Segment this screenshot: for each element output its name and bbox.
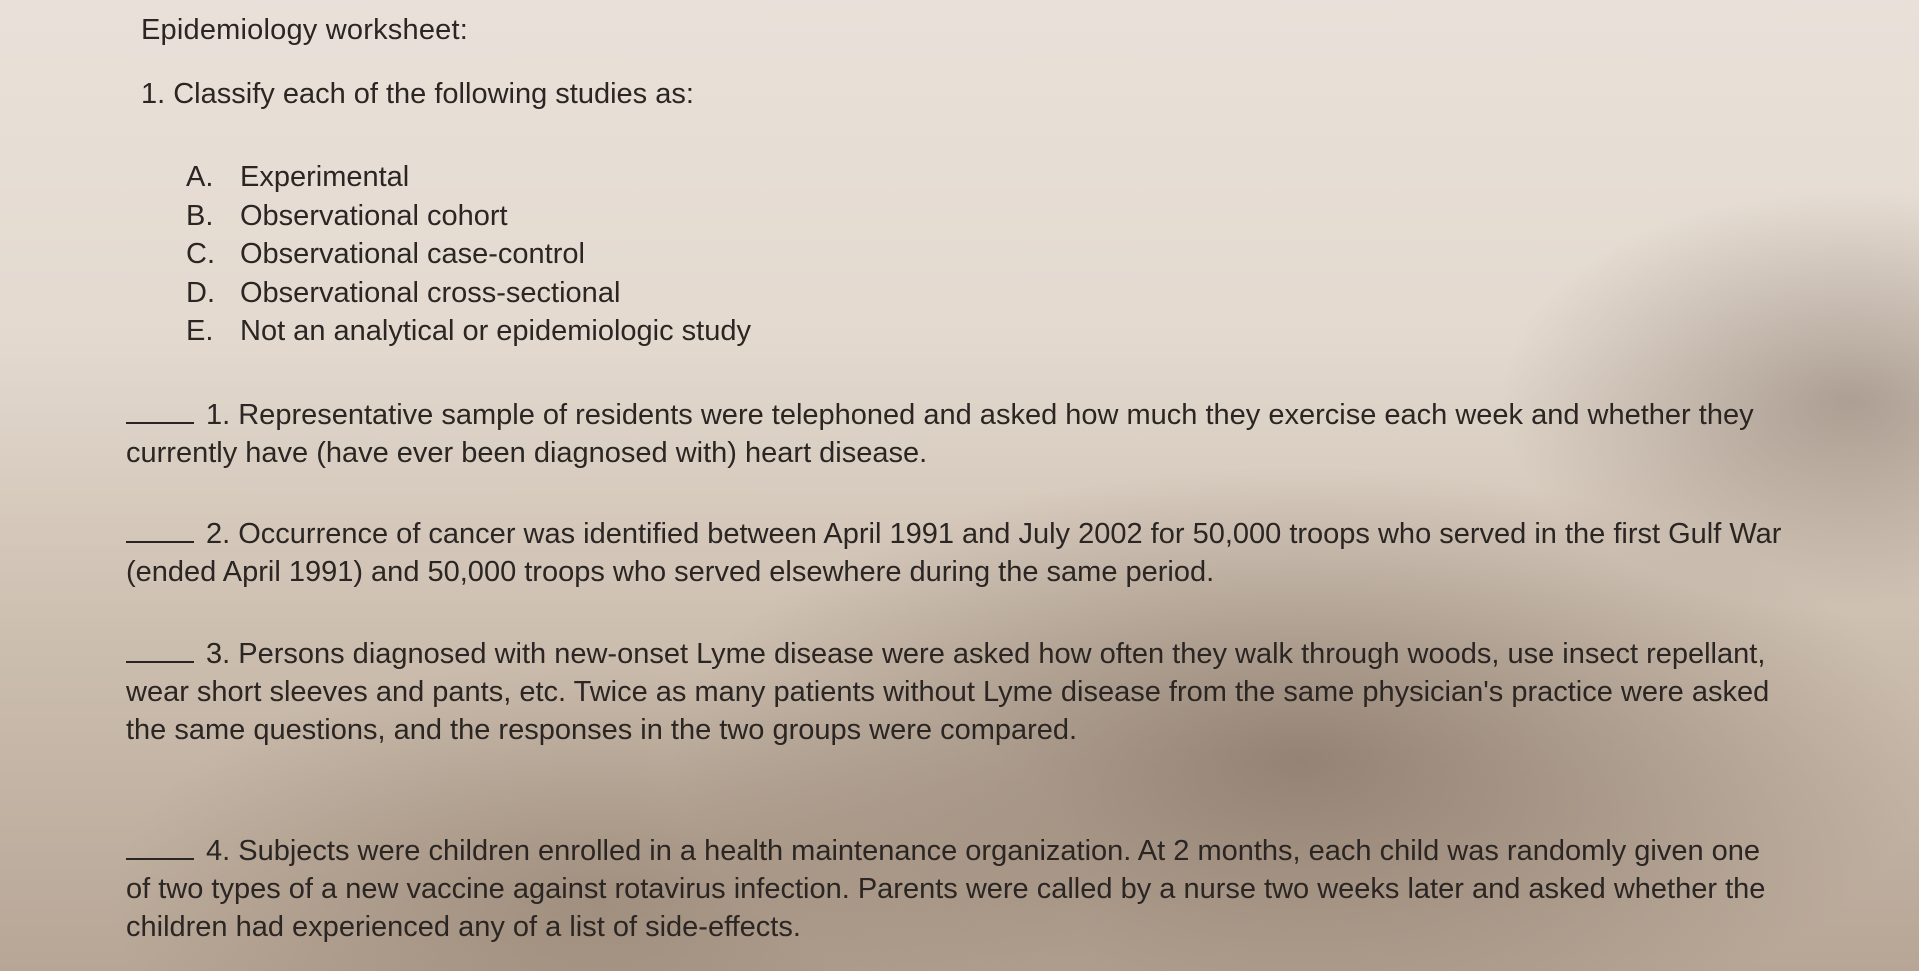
- option-text: Observational cohort: [240, 199, 508, 232]
- answer-blank[interactable]: [126, 400, 194, 424]
- option-letter: D.: [186, 276, 215, 309]
- answer-blank[interactable]: [126, 836, 194, 860]
- study-item-1: [126, 396, 1786, 472]
- option-d: [186, 274, 751, 313]
- option-text: Observational cross-sectional: [240, 276, 621, 309]
- study-description: 2. Occurrence of cancer was identified between April 1991 and July 2002 for 50,000 troops who served in the first Gulf War (ended April 1991) and 50,000 troops who served elsewhere during the same period.: [126, 518, 1782, 588]
- answer-blank[interactable]: [126, 639, 194, 663]
- study-description: 3. Persons diagnosed with new-onset Lyme disease were asked how often they walk through woods, use insect repellant, wear short sleeves and pants, etc. Twice as many patients without Lyme disease from the same physician's practice were asked the same questions, and the responses in the two groups were compared.: [126, 638, 1770, 746]
- question-prompt: 1. Classify each of the following studies as:: [141, 78, 694, 110]
- option-a: [186, 158, 751, 197]
- option-text: Not an analytical or epidemiologic study: [240, 315, 751, 347]
- option-c: [186, 235, 751, 274]
- study-item-3: [126, 635, 1786, 749]
- option-e: [186, 312, 751, 351]
- study-description: 4. Subjects were children enrolled in a health maintenance organization. At 2 months, each child was randomly given one of two types of a new vaccine against rotavirus infection. Parents were called by a nurse two weeks later and asked whether the children had experienced any of a list of side-effects.: [126, 835, 1766, 943]
- option-text: Observational case-control: [240, 238, 585, 270]
- option-text: Experimental: [240, 161, 410, 193]
- option-letter: C.: [186, 238, 215, 270]
- option-letter: B.: [186, 199, 214, 232]
- option-b: [186, 197, 751, 236]
- study-item-4: [126, 832, 1786, 946]
- worksheet-title: Epidemiology worksheet:: [141, 14, 468, 46]
- classification-options: [186, 158, 751, 351]
- study-description: 1. Representative sample of residents were telephoned and asked how much they exercise each week and whether they currently have (have ever been diagnosed with) heart disease.: [126, 399, 1754, 469]
- option-letter: A.: [186, 161, 214, 193]
- answer-blank[interactable]: [126, 519, 194, 543]
- study-item-2: [126, 515, 1786, 591]
- option-letter: E.: [186, 315, 214, 347]
